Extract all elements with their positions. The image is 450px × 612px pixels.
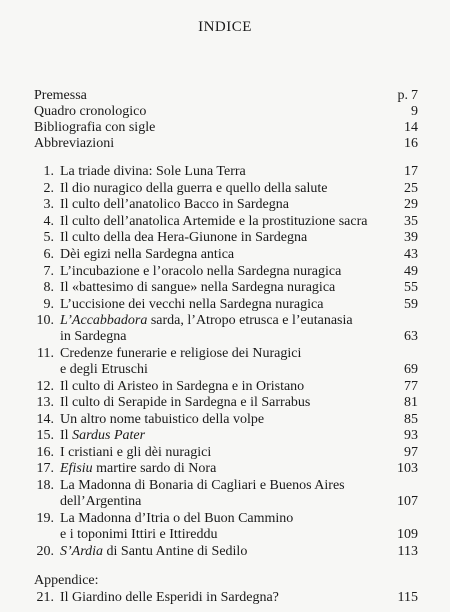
chapter-number: 9. <box>43 297 54 312</box>
chapter-title: La Madonna di Bonaria di Cagliari e Buenos Aires <box>60 478 345 493</box>
page-number: 49 <box>404 264 418 279</box>
page-number: 25 <box>404 181 418 196</box>
page-number: 16 <box>404 136 418 151</box>
page-number: 107 <box>397 494 418 509</box>
chapter-number: 3. <box>43 197 54 212</box>
chapter-number: 5. <box>43 230 54 245</box>
chapter-title: La triade divina: Sole Luna Terra <box>60 164 246 179</box>
page-number: 55 <box>404 280 418 295</box>
chapter-number: 8. <box>43 280 54 295</box>
chapter-number: 14. <box>36 412 54 427</box>
chapter-title: Credenze funerarie e religiose dei Nuragici <box>60 346 302 361</box>
chapter-title-cont: dell’Argentina <box>60 494 142 509</box>
page-number: 39 <box>404 230 418 245</box>
chapter-number: 2. <box>43 181 54 196</box>
chapter-number: 11. <box>37 346 54 361</box>
chapter-number: 19. <box>36 511 54 526</box>
chapter-number: 10. <box>36 313 54 328</box>
page-number: 43 <box>404 247 418 262</box>
chapter-number: 18. <box>36 478 54 493</box>
chapter-number: 13. <box>36 395 54 410</box>
chapter-number: 4. <box>43 214 54 229</box>
chapter-title-cont: e degli Etruschi <box>60 362 148 377</box>
chapter-title: Il culto di Aristeo in Sardegna e in Oristano <box>60 379 305 394</box>
page-title: INDICE <box>198 19 252 35</box>
chapter-title: L’incubazione e l’oracolo nella Sardegna nuragica <box>60 264 342 279</box>
page-number: 93 <box>404 428 418 443</box>
chapter-number: 20. <box>36 544 54 559</box>
entry-title: Abbreviazioni <box>34 136 115 151</box>
chapter-number: 16. <box>36 445 54 460</box>
chapter-title: S’Ardia di Santu Antine di Sedilo <box>60 544 248 559</box>
chapter-title: Il «battesimo di sangue» nella Sardegna nuragica <box>60 280 336 295</box>
chapter-title: I cristiani e gli dèi nuragici <box>60 445 212 460</box>
page-number: 17 <box>404 164 418 179</box>
page-number: 14 <box>404 120 418 135</box>
page-number: 97 <box>404 445 418 460</box>
chapter-number: 12. <box>36 379 54 394</box>
chapter-number: 21. <box>36 590 54 605</box>
entry-title: Bibliografia con sigle <box>34 120 156 135</box>
chapter-title: Il culto di Serapide in Sardegna e il Sarrabus <box>60 395 311 410</box>
page-number: 109 <box>397 527 418 542</box>
chapter-title: Il culto dell’anatolico Bacco in Sardegna <box>60 197 289 212</box>
chapter-title: Il Sardus Pater <box>60 428 146 443</box>
chapter-title-cont: e i toponimi Ittiri e Ittireddu <box>60 527 218 542</box>
page-number: 63 <box>404 329 418 344</box>
page-number: 35 <box>404 214 418 229</box>
chapter-title: L’Accabbadora sarda, l’Atropo etrusca e l’eutanasia <box>60 313 353 328</box>
entry-title: Premessa <box>34 88 87 103</box>
chapter-title: Un altro nome tabuistico della volpe <box>60 412 265 427</box>
page-number: 103 <box>397 461 418 476</box>
page-number: 59 <box>404 297 418 312</box>
chapter-title-cont: in Sardegna <box>60 329 127 344</box>
chapter-number: 6. <box>43 247 54 262</box>
page-number: 69 <box>404 362 418 377</box>
page-number: 77 <box>404 379 418 394</box>
chapter-title: Dèi egizi nella Sardegna antica <box>60 247 235 262</box>
page-number: 113 <box>397 544 418 559</box>
page-number: 85 <box>404 412 418 427</box>
page-number: 115 <box>397 590 418 605</box>
page-number: 81 <box>404 395 418 410</box>
chapter-title: L’uccisione dei vecchi nella Sardegna nuragica <box>60 297 324 312</box>
appendix-label: Appendice: <box>34 573 99 588</box>
chapter-number: 17. <box>36 461 54 476</box>
chapter-title: La Madonna d’Itria o del Buon Cammino <box>60 511 294 526</box>
chapter-number: 1. <box>43 164 54 179</box>
chapter-title: Il culto dell’anatolica Artemide e la prostituzione sacra <box>60 214 368 229</box>
chapter-title: Il culto della dea Hera-Giunone in Sardegna <box>60 230 308 245</box>
chapter-number: 7. <box>43 264 54 279</box>
chapter-title: Il Giardino delle Esperidi in Sardegna? <box>60 590 279 605</box>
page-number: 29 <box>404 197 418 212</box>
chapter-number: 15. <box>36 428 54 443</box>
page-number: 9 <box>411 104 418 119</box>
chapter-title: Il dio nuragico della guerra e quello della salute <box>60 181 328 196</box>
entry-title: Quadro cronologico <box>34 104 147 119</box>
page-number: p. 7 <box>397 88 418 103</box>
chapter-title: Efisiu martire sardo di Nora <box>60 461 217 476</box>
